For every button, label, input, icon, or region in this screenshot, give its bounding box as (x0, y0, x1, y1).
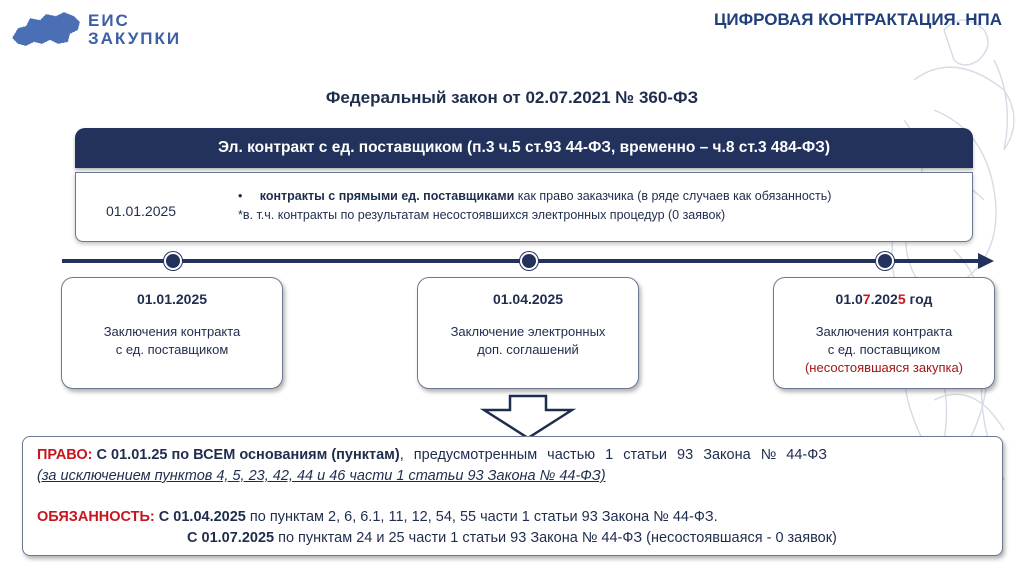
date-part: 01.0 (835, 291, 863, 307)
bullet-bold: контракты с прямыми ед. поставщиками (259, 189, 515, 203)
card-line: доп. соглашений (477, 342, 579, 357)
down-arrow-icon (480, 394, 576, 440)
summary-box (22, 436, 1003, 556)
duty-text1: по пунктам 2, 6, 6.1, 11, 12, 54, 55 части 1 статьи 93 Закона № 44-ФЗ. (245, 509, 718, 525)
date-part: год (905, 291, 933, 307)
rights-exception: (за исключением пунктов 4, 5, 23, 42, 44 и 46 части 1 статьи 93 Закона № 44-ФЗ) (37, 468, 606, 484)
card-line: с ед. поставщиком (115, 342, 229, 357)
info-box (75, 172, 973, 242)
duty-label: ОБЯЗАННОСТЬ: (37, 509, 155, 525)
timeline-dot (164, 252, 182, 270)
bullet-marker: • (238, 189, 243, 203)
contract-banner: Эл. контракт с ед. поставщиком (п.3 ч.5 ст.93 44-ФЗ, временно – ч.8 ст.3 484-ФЗ) (75, 128, 973, 168)
logo-line2: ЗАКУПКИ (88, 29, 182, 48)
duty-line2 (187, 530, 837, 546)
duty-date1: С 01.04.2025 (158, 509, 246, 525)
date-part-highlight: 7 (862, 291, 871, 307)
timeline-card (61, 277, 283, 389)
info-date: 01.01.2025 (106, 203, 177, 219)
rights-bold: С 01.01.25 по ВСЕМ основаниям (пунктам) (96, 447, 400, 463)
card-date: 01.01.2025 (136, 291, 208, 307)
eis-logo (8, 8, 181, 52)
duty-text2: по пунктам 24 и 25 части 1 статьи 93 Закона № 44-ФЗ (несостоявшаяся - 0 заявок) (274, 530, 837, 546)
card-line: Заключения контракта (815, 324, 953, 339)
timeline-card (417, 277, 639, 389)
date-part-highlight: 5 (897, 291, 906, 307)
timeline-dot (876, 252, 894, 270)
header-title: ЦИФРОВАЯ КОНТРАКТАЦИЯ. НПА (714, 10, 1002, 29)
rights-label: ПРАВО: (37, 447, 93, 463)
card-line-highlight: (несостоявшаяся закупка) (804, 360, 964, 375)
logo-line1: ЕИС (88, 11, 130, 30)
info-note: *в. т.ч. контракты по результатам несостоявшихся электронных процедур (0 заявок) (238, 208, 726, 222)
date-part: .202 (870, 291, 898, 307)
card-line: Заключения контракта (103, 324, 241, 339)
card-line: с ед. поставщиком (827, 342, 941, 357)
russia-map-icon (8, 8, 84, 52)
card-date (774, 291, 994, 307)
timeline-dot (520, 252, 538, 270)
duty-date2: С 01.07.2025 (187, 530, 275, 546)
duty-line1 (37, 509, 718, 525)
timeline-card (773, 277, 995, 389)
info-bullets (238, 187, 831, 225)
timeline-arrow-icon (978, 253, 994, 269)
law-title: Федеральный закон от 02.07.2021 № 360-ФЗ (325, 88, 699, 107)
rights-line (37, 447, 827, 463)
bullet-rest: как право заказчика (в ряде случаев как обязанность) (514, 189, 832, 203)
card-line: Заключение электронных (450, 324, 606, 339)
rights-rest: , предусмотренным частью 1 статьи 93 Закона № 44-ФЗ (399, 447, 828, 463)
card-date: 01.04.2025 (492, 291, 564, 307)
